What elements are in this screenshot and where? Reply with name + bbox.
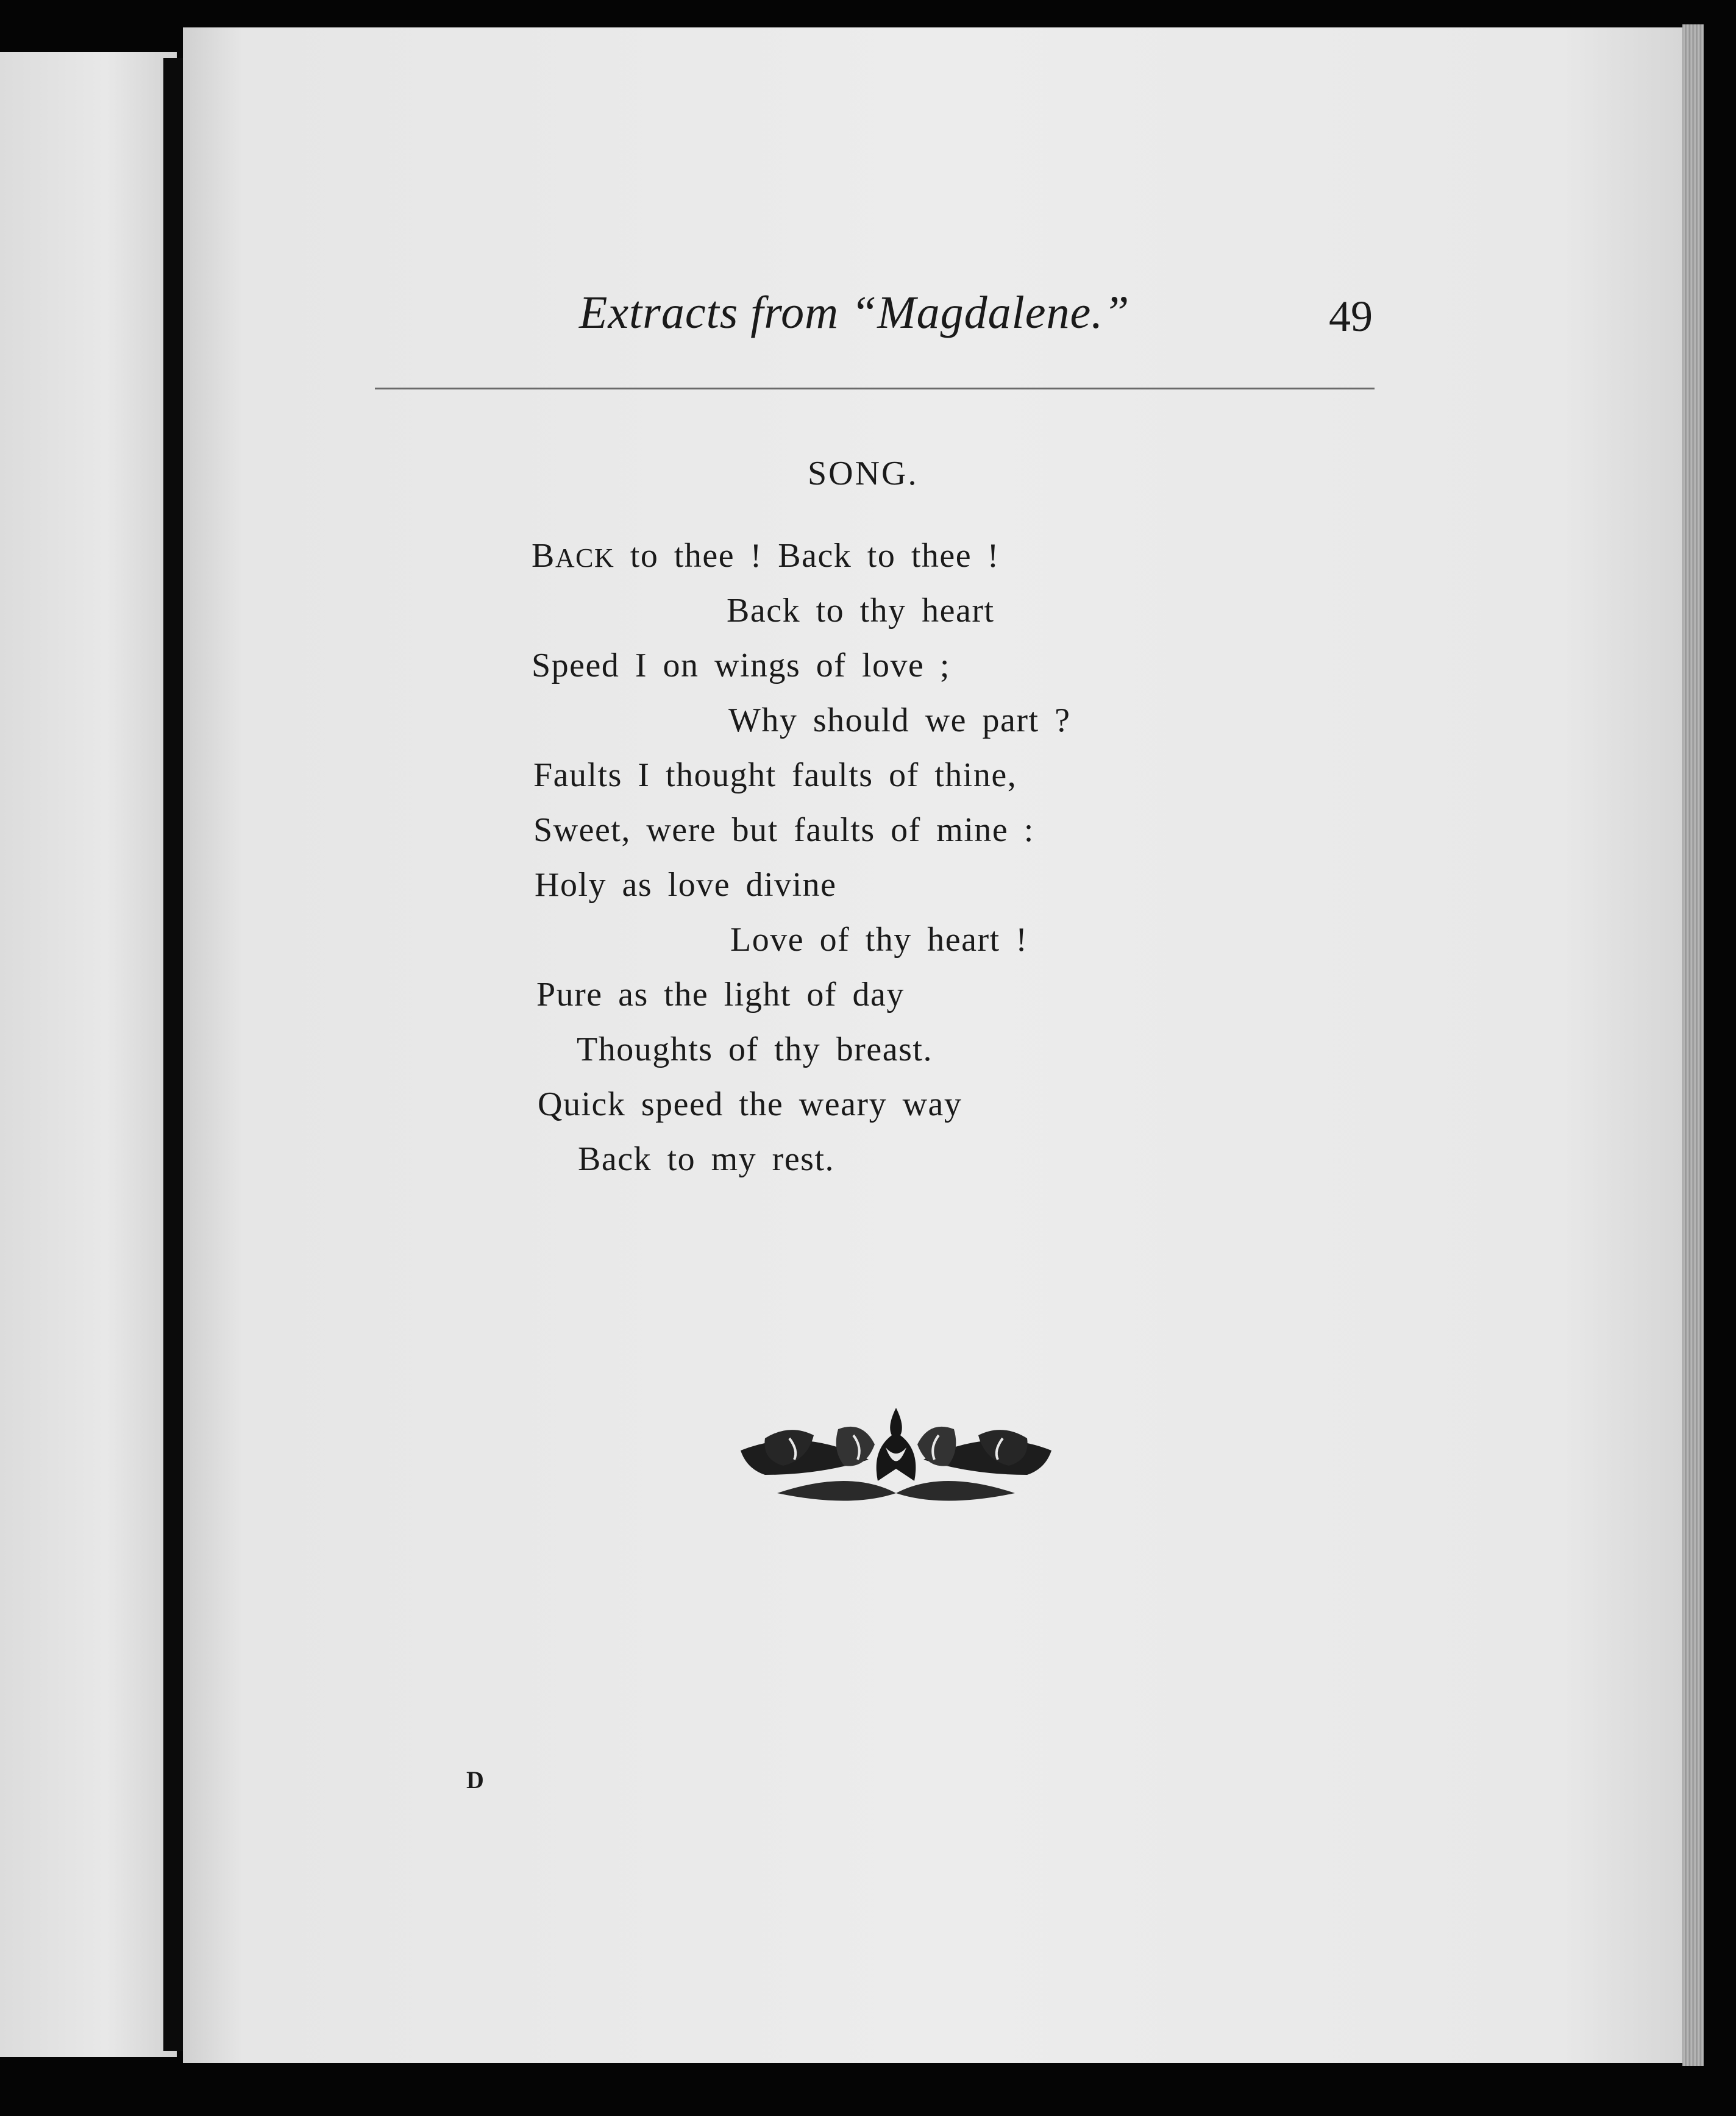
signature-mark: D: [466, 1766, 484, 1794]
page-number: 49: [1329, 292, 1373, 341]
verse-line-9: Pure as the light of day: [536, 976, 905, 1014]
header-rule: [375, 388, 1375, 389]
page-edge: [1682, 24, 1704, 2066]
verse-line-1-lead: B: [532, 537, 555, 575]
verse-line-1-rest: to thee ! Back to thee !: [614, 537, 1000, 575]
poem-title: SONG.: [808, 455, 919, 492]
running-title: Extracts from “Magdalene.”: [579, 287, 1130, 338]
left-page: [0, 52, 177, 2057]
verse-line-7: Holy as love divine: [535, 866, 837, 904]
verse-line-10: Thoughts of thy breast.: [577, 1031, 933, 1068]
verse-line-4: Why should we part ?: [728, 701, 1071, 739]
verse-line-8: Love of thy heart !: [730, 921, 1028, 959]
verse-line-5: Faults I thought faults of thine,: [533, 756, 1017, 794]
verse-line-11: Quick speed the weary way: [538, 1085, 962, 1123]
verse-line-3: Speed I on wings of love ;: [532, 647, 950, 684]
verse-line-6: Sweet, were but faults of mine :: [533, 811, 1034, 849]
verse-line-2: Back to thy heart: [727, 592, 995, 630]
snowdrop-flowers-ornament-icon: [728, 1402, 1064, 1514]
verse-line-1-smallcaps: ACK: [555, 543, 615, 573]
verse-line-12: Back to my rest.: [578, 1140, 835, 1178]
verse-line-1: [532, 536, 1000, 575]
